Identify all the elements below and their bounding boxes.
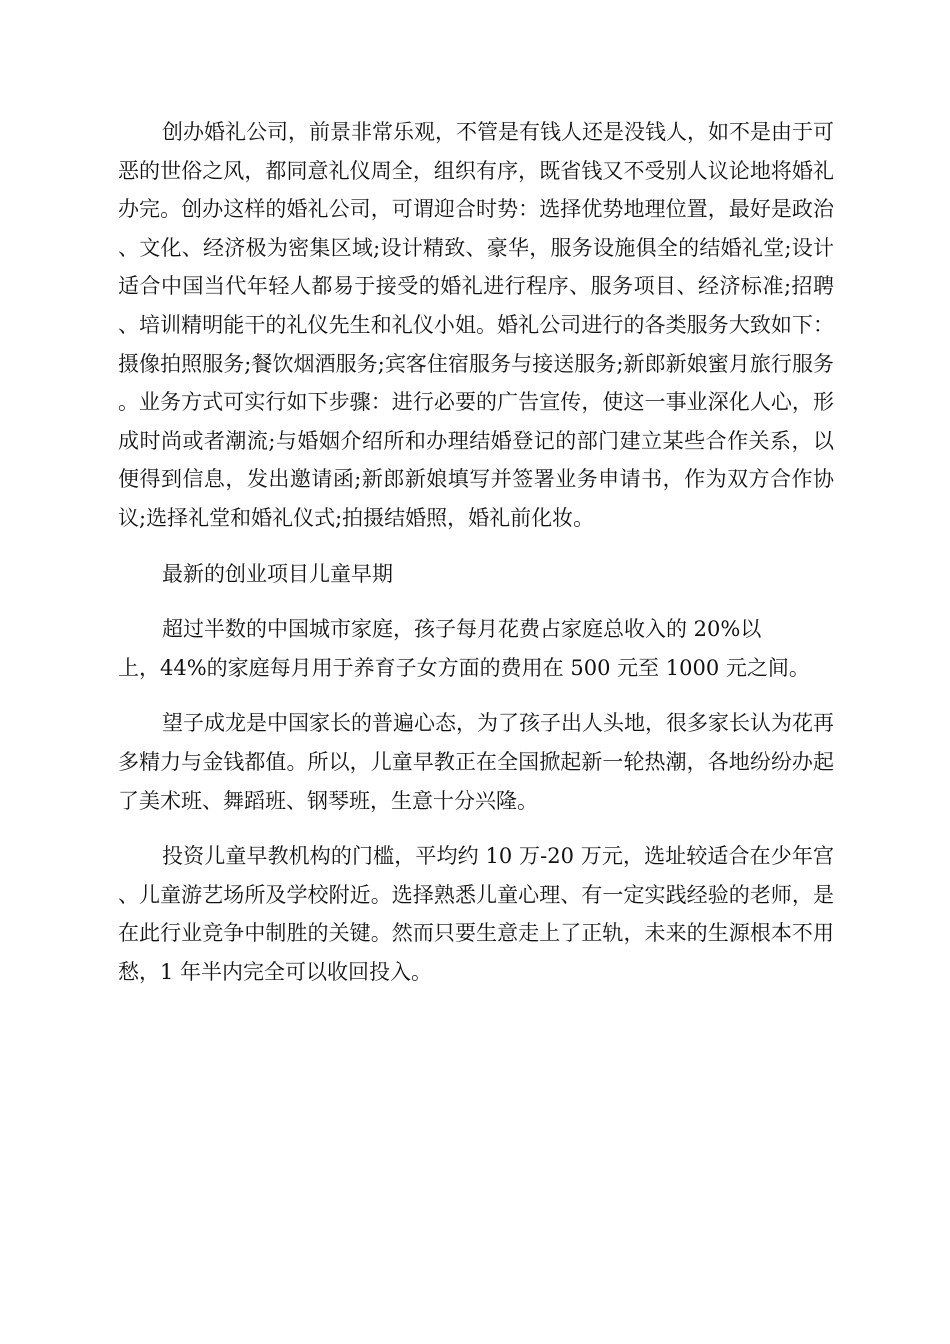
paragraph-wedding-company: 创办婚礼公司，前景非常乐观，不管是有钱人还是没钱人，如不是由于可恶的世俗之风，都同意礼仪周全，组织有序，既省钱又不受别人议论地将婚礼办完。创办这样的婚礼公司，可谓迎合时势：选择优势地理位置，最好是政治、文化、经济极为密集区域;设计精致、豪华，服务设施俱全的结婚礼堂;设计适合中国当代年轻人都易于接受的婚礼进行程序、服务项目、经济标准;招聘、培训精明能干的礼仪先生和礼仪小姐。婚礼公司进行的各类服务大致如下：摄像拍照服务;餐饮烟酒服务;宾客住宿服务与接送服务;新郎新娘蜜月旅行服务。业务方式可实行如下步骤：进行必要的广告宣传，使这一事业深化人心，形成时尚或者潮流;与婚姻介绍所和办理结婚登记的部门建立某些合作关系，以便得到信息，发出邀请函;新郎新娘填写并签署业务申请书，作为双方合作协议;选择礼堂和婚礼仪式;拍摄结婚照，婚礼前化妆。 [118,120,834,530]
paragraph-investment-threshold: 投资儿童早教机构的门槛，平均约 10 万-20 万元，选址较适合在少年宫、儿童游艺场所及学校附近。选择熟悉儿童心理、有一定实践经验的老师，是在此行业竞争中制胜的关键。然而只要生意走上了正轨，未来的生源根本不用愁，1 年半内完全可以收回投入。 [118,844,834,984]
paragraph-parent-mindset: 望子成龙是中国家长的普遍心态，为了孩子出人头地，很多家长认为花再多精力与金钱都值。所以，儿童早教正在全国掀起新一轮热潮，各地纷纷办起了美术班、舞蹈班、钢琴班，生意十分兴隆。 [118,711,834,813]
family-spending-line-1: 超过半数的中国城市家庭，孩子每月花费占家庭总收入的 20%以 [162,617,762,642]
document-body [118,113,834,991]
paragraph-family-spending [118,610,834,687]
family-spending-line-2: 上，44%的家庭每月用于养育子女方面的费用在 500 元至 1000 元之间。 [118,655,810,680]
section-heading-early-education: 最新的创业项目儿童早期 [162,561,393,586]
